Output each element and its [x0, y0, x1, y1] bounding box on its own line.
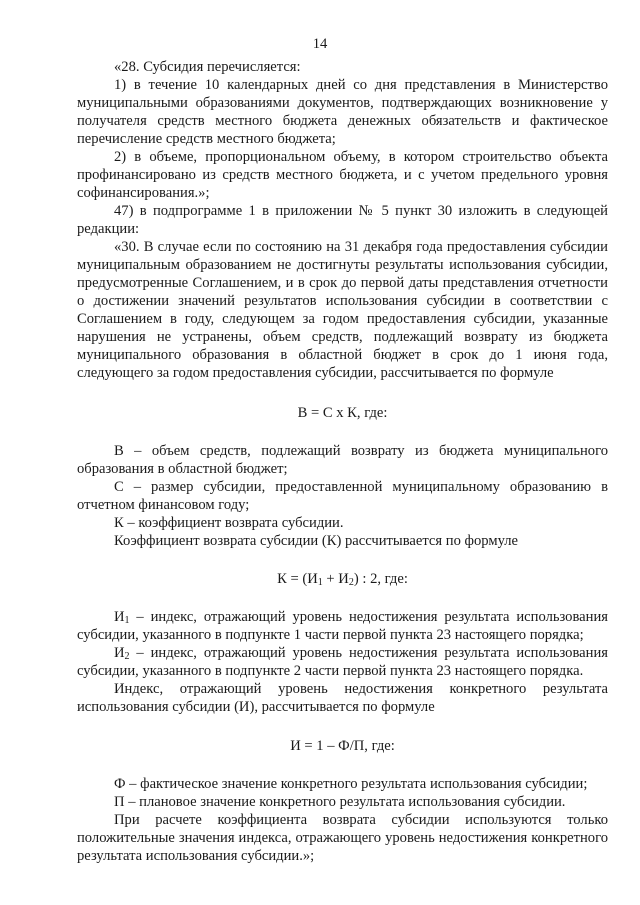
definition-s: С – размер субсидии, предоставленной муниципальному образованию в отчетном финансовом году;	[77, 479, 608, 513]
paragraph-positive-values: При расчете коэффициента возврата субсидии используются только положительные значения индекса, отражающего уровень недостижения конкретного результата использования субсидии.»;	[77, 812, 608, 864]
formula-coefficient-mid: + И	[322, 571, 349, 587]
definition-v: В – объем средств, подлежащий возврату из бюджета муниципального образования в областной бюджет;	[77, 443, 608, 477]
paragraph-clause-28: «28. Субсидия перечисляется:	[114, 59, 301, 75]
formula-refund-amount: В = С х К, где:	[297, 405, 388, 421]
definition-k: К – коэффициент возврата субсидии.	[114, 515, 344, 531]
definition-i2-symbol: И	[114, 645, 125, 661]
paragraph-coefficient-formula-intro: Коэффициент возврата субсидии (К) рассчитывается по формуле	[114, 533, 518, 549]
formula-coefficient-sub-1: 1	[317, 577, 323, 588]
paragraph-clause-28-item-1: 1) в течение 10 календарных дней со дня представления в Министерство муниципальными образованиями документов, подтверждающих возникновение у получателя средств местного бюджета денежных обязательств и фактическое перечисление средств местного бюджета;	[77, 77, 608, 147]
definition-i1-symbol: И	[114, 609, 125, 625]
definition-p: П – плановое значение конкретного результата использования субсидии.	[114, 794, 566, 810]
definition-i2-sub: 2	[124, 651, 130, 662]
page-number: 14	[312, 36, 328, 52]
definition-i1-sub: 1	[124, 615, 130, 626]
paragraph-amendment-47: 47) в подпрограмме 1 в приложении № 5 пункт 30 изложить в следующей редакции:	[77, 203, 608, 237]
formula-coefficient	[77, 570, 608, 588]
formula-coefficient-end: ) : 2, где:	[353, 571, 408, 587]
paragraph-index-formula-intro: Индекс, отражающий уровень недостижения конкретного результата использования субсидии (И), рассчитывается по формуле	[77, 681, 608, 715]
definition-i2-text: – индекс, отражающий уровень недостижения результата использования субсидии, указанного в подпункте 2 части первой пункта 23 настоящего порядка.	[77, 645, 608, 679]
formula-coefficient-sub-2: 2	[348, 577, 354, 588]
formula-coefficient-start: К = (И	[277, 571, 318, 587]
definition-i1-text: – индекс, отражающий уровень недостижения результата использования субсидии, указанного в подпункте 1 части первой пункта 23 настоящего порядка;	[77, 609, 608, 643]
formula-index: И = 1 – Ф/П, где:	[290, 738, 395, 754]
paragraph-clause-28-item-2: 2) в объеме, пропорциональном объему, в котором строительство объекта профинансировано из средств местного бюджета, и с учетом предельного уровня софинансирования.»;	[77, 149, 608, 201]
paragraph-clause-30: «30. В случае если по состоянию на 31 декабря года предоставления субсидии муниципальным образованием не достигнуты результаты использования субсидии, предусмотренные Соглашением, и в срок до первой даты представления отчетности о достижении значений результатов использования субсидии в соответствии с Соглашением в году, следующем за годом предоставления субсидии, указанные нарушения не устранены, объем средств, подлежащий возврату из бюджета муниципального образования в областной бюджет в срок до 1 июня года, следующего за годом предоставления субсидии, рассчитывается по формуле	[77, 239, 608, 381]
document-body	[77, 58, 608, 865]
definition-i1	[77, 608, 608, 644]
definition-i2	[77, 644, 608, 680]
definition-f: Ф – фактическое значение конкретного результата использования субсидии;	[114, 776, 588, 792]
